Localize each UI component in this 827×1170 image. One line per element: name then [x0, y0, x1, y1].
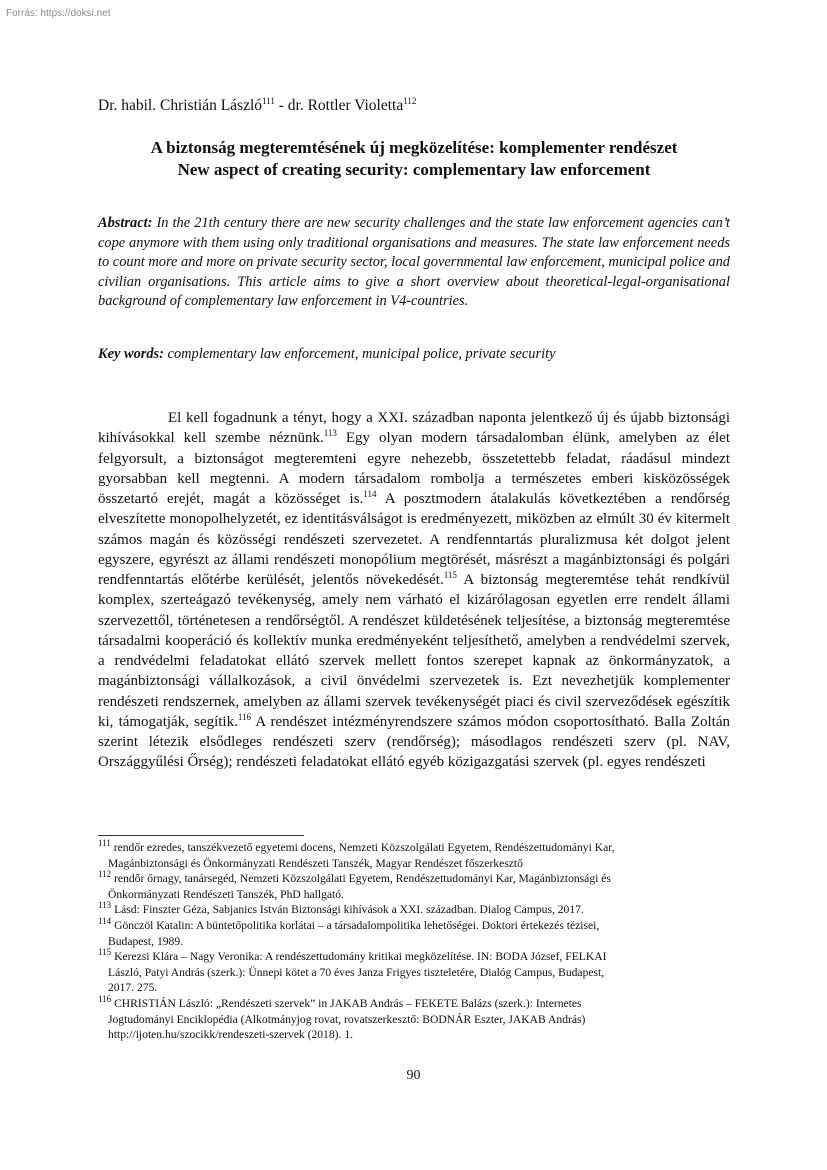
- author-separator: -: [274, 97, 288, 114]
- footnote-112: [98, 871, 730, 902]
- footnote-text-cont: Budapest, 1989.: [108, 934, 184, 948]
- title-english: New aspect of creating security: complementary law enforcement: [177, 160, 651, 179]
- page-number: 90: [406, 1068, 421, 1083]
- footnote-text: CHRISTIÁN László: „Rendészeti szervek” in JAKAB András – FEKETE Balázs (szerk.): Internetes: [111, 996, 582, 1010]
- keywords: [98, 346, 730, 363]
- footnote-text-cont: Jogtudományi Enciklopédia (Alkotmányjog rovat, rovatszerkesztő: BODNÁR Eszter, JAKAB András): [108, 1012, 586, 1026]
- body-paragraph: [98, 408, 730, 773]
- body-text-5: A rendészet intézményrendszere számos módon csoportosítható. Balla Zoltán szerint létezik elsődleges rendészeti szerv (rendőrség); másodlagos rendészeti szerv (pl. NAV, Országgyűlési Őrség); rendészeti feladatokat ellátó egyéb közigazgatási szervek (pl. egyes rendészeti: [98, 713, 730, 771]
- keywords-text: complementary law enforcement, municipal police, private security: [163, 346, 556, 362]
- footnote-text-cont: 2017. 275.: [108, 981, 158, 995]
- footnote-number: 111: [98, 838, 111, 849]
- body-text-1: El kell fogadnunk a tényt, hogy a XXI. században naponta jelentkező új és újabb biztonsági kihívásokkal kell szembe néznünk.: [98, 410, 730, 447]
- footnote-text: rendőr őrnagy, tanársegéd, Nemzeti Közszolgálati Egyetem, Rendészettudományi Kar, Magánbiztonsági és: [111, 872, 611, 886]
- author-1-footnote-ref[interactable]: 111: [262, 95, 275, 106]
- footnote-number: 114: [98, 916, 112, 927]
- footnote-ref-114[interactable]: 114: [363, 489, 377, 499]
- body-text-3: A posztmodern átalakulás következtében a rendőrség elveszítette monopolhelyzetét, ez identitásválságot is eredményezett, miközben az elmúlt 30 év kitermelt számos magán és közösségi rendészeti szervezetet. A rendfenntartás pluralizmusa két dolgot jelent egyszere, egyrészt az állami rendészeti monopólium megtörését, másrészt a magánbiztonsági és polgári rendfenntartás előtérbe kerülését, jelentős növekedését.: [98, 491, 730, 588]
- footnote-text: Lásd: Finszter Géza, Sabjanics István Biztonsági kihívások a XXI. században. Dialog Campus, 2017.: [111, 903, 584, 917]
- footnote-number: 116: [98, 994, 112, 1005]
- author-line: [98, 97, 416, 115]
- keywords-label: Key words:: [98, 346, 164, 362]
- source-watermark: Forrás: https://doksi.net: [6, 8, 111, 19]
- footnote-url[interactable]: http://ijoten.hu/szocikk/rendeszeti-szervek (2018). 1.: [108, 1028, 354, 1042]
- footnote-ref-116[interactable]: 116: [237, 711, 252, 722]
- title-hungarian: A biztonság megteremtésének új megközelítése: komplementer rendészet: [150, 138, 678, 157]
- body-text-2: Egy olyan modern társadalomban élünk, amelyben az élet felgyorsult, a biztonságot megteremteni egyre nehezebb, összetettebb feladat, ráadásul mindezt gyorsabban kell megtenni. A modern társadalom rombolja a természetes emberi kisközösségek összetartó erejét, magát a közösséget is.: [98, 430, 730, 507]
- footnote-116: [98, 996, 730, 1043]
- footnote-115: [98, 949, 730, 996]
- footnote-number: 115: [98, 947, 112, 958]
- footnote-text-cont: Magánbiztonsági és Önkormányzati Rendészeti Tanszék, Magyar Rendészet főszerkesztő: [108, 856, 523, 870]
- footnote-number: 112: [98, 869, 112, 880]
- author-2: dr. Rottler Violetta: [287, 97, 404, 114]
- footnotes: [98, 840, 730, 1043]
- author-1: Dr. habil. Christián László: [98, 97, 263, 114]
- author-2-footnote-ref[interactable]: 112: [403, 95, 417, 106]
- footnote-text: rendőr ezredes, tanszékvezető egyetemi docens, Nemzeti Közszolgálati Egyetem, Rendészettudományi Kar,: [110, 841, 615, 854]
- footnote-text: Kerezsi Klára – Nagy Veronika: A rendészettudomány kritikai megközelítése. IN: BODA József, FELKAI: [111, 950, 607, 964]
- footnote-text-cont: Önkormányzati Rendészeti Tanszék, PhD hallgató.: [108, 887, 344, 901]
- abstract-text: In the 21th century there are new security challenges and the state law enforcement agencies can’t cope anymore with them using only traditional organisations and measures. The state law enforcement needs to count more and more on private security sector, local governmental law enforcement, municipal police and civilian organisations. This article aims to give a short overview about theoretical-legal-organisational background of complementary law enforcement in V4-countries.: [98, 215, 730, 310]
- footnote-text-cont: László, Patyi András (szerk.): Ünnepi kötet a 70 éves Janza Frigyes tiszteletére, Dialóg Campus, Budapest,: [108, 965, 605, 979]
- footnote-ref-115[interactable]: 115: [443, 570, 457, 580]
- abstract: [98, 214, 730, 312]
- body-text-4: A biztonság megteremtése tehát rendkívül komplex, szerteágazó tevékenység, amely nem várható el kizárólagosan egyetlen erre rendelt állami szervezettől, történetesen a rendőrségtől. A rendészet küldetésének teljesítése, a biztonság megteremtése társadalmi kooperáció és kollektív munka eredményeként teljesíthető, amelyben a rendvédelmi szervek, a rendvédelmi feladatokat ellátó szervek mellett fontos szerepet kapnak az önkormányzatok, a magánbiztonsági vállalkozások, a civil önvédelmi szervezetek is. Ezt nevezhetjük komplementer rendészeti rendszernek, amelyben az állami szervek tevékenységét piaci és civil szerveződések egészítik ki, támogatják, segítik.: [98, 572, 730, 730]
- footnote-114: [98, 918, 730, 949]
- footnote-113: [98, 902, 730, 918]
- footnote-ref-113[interactable]: 113: [323, 428, 337, 439]
- footnote-divider: [98, 835, 304, 836]
- footnote-text: Gönczöl Katalin: A büntetőpolitika korlátai – a társadalompolitika lehetőségei. Doktori értekezés tézisei,: [111, 918, 600, 932]
- footnote-number: 113: [98, 900, 112, 911]
- footnote-111: [98, 840, 730, 871]
- abstract-label: Abstract:: [98, 215, 153, 231]
